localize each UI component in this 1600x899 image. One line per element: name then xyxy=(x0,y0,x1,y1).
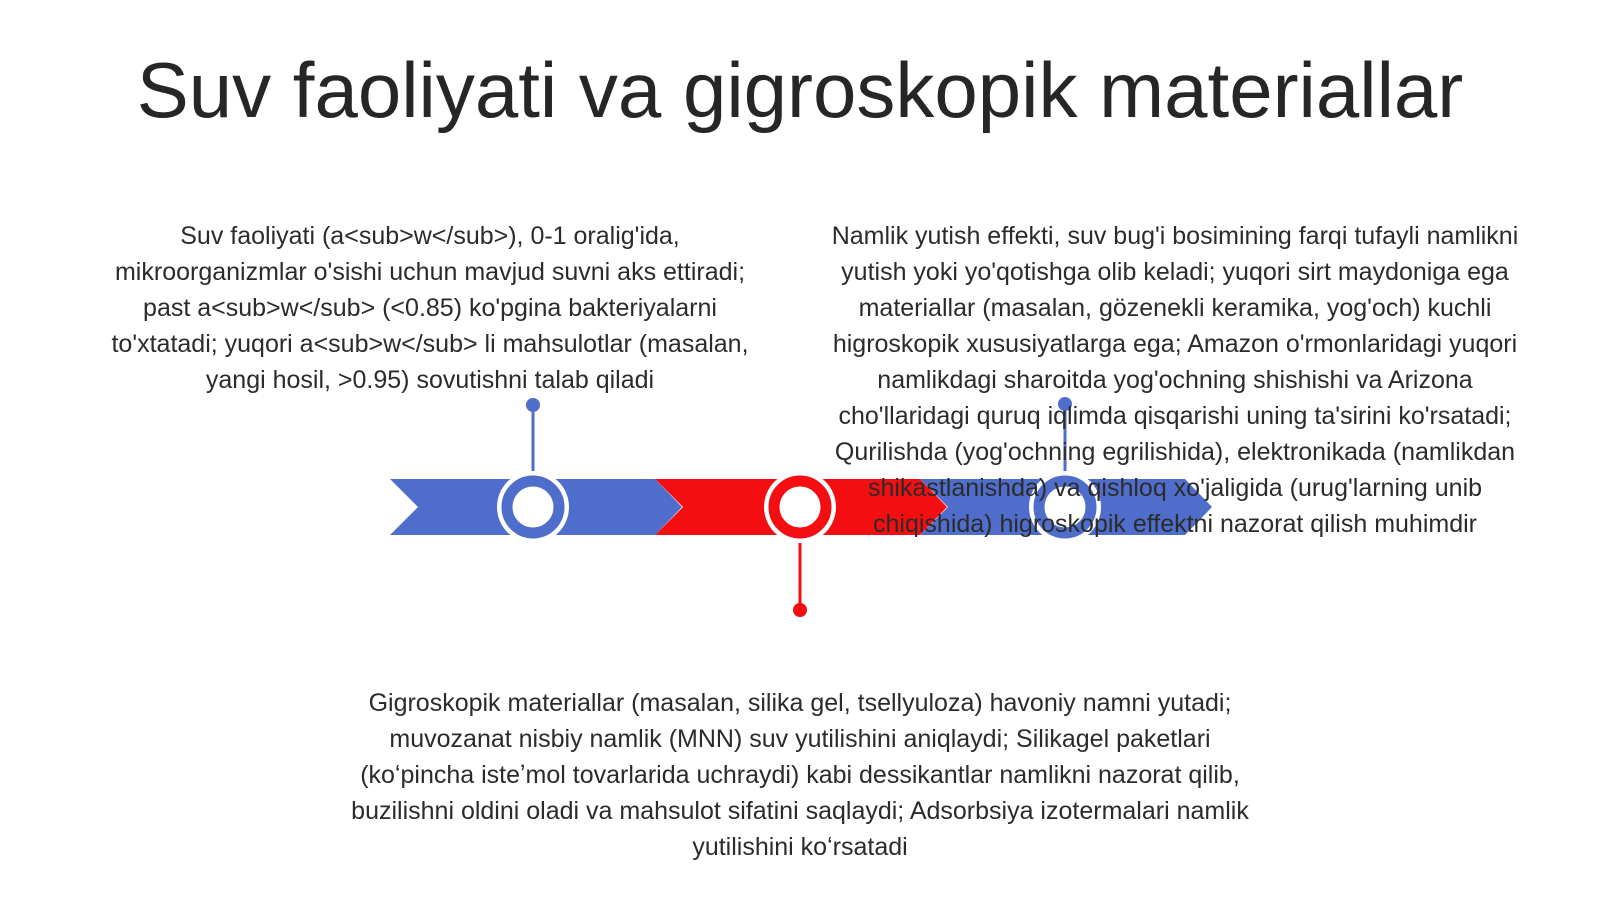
stage-2-description: Gigroskopik materiallar (masalan, silika gel, tsellyuloza) havoniy namni yutadi; muvozanat nisbiy namlik (MNN) suv yutilishini aniqlaydi; Silikagel paketlari (koʻpincha isteʼmol tovarlarida uchraydi) kabi dessikantlar namlikni nazorat qilib, buzilishni oldini oladi va mahsulot sifatini saqlaydi; Adsorbsiya izotermalari namlik yutilishini koʻrsatadi xyxy=(351,689,1249,861)
slide-title: Suv faoliyati va gigroskopik materiallar xyxy=(136,46,1464,134)
stage-1-description: Suv faoliyati (a<sub>w</sub>), 0-1 oralig'ida, mikroorganizmlar o'sishi uchun mavjud suvni aks ettiradi; past a<sub>w</sub> (<0.85) ko'pgina bakteriyalarni to'xtatadi; yuqori a<sub>w</sub> li mahsulotlar (masalan, yangi hosil, >0.95) sovutishni talab qiladi xyxy=(111,222,749,394)
stage-1-marker xyxy=(497,471,569,543)
stage-3-description: Namlik yutish effekti, suv bug'i bosimining farqi tufayli namlikni yutish yoki yo'qotishga olib keladi; yuqori sirt maydoniga ega materiallar (masalan, gözenekli keramika, yog'och) kuchli higroskopik xususiyatlarga ega; Amazon o'rmonlaridagi yuqori namlikdagi sharoitda yog'ochning shishishi va Arizona cho'llaridagi quruq iqlimda qisqarishi uning ta'sirini ko'rsatadi; Qurilishda (yog'ochning egrilishida), elektronikada (namlikdan shikastlanishda) va qishloq xo'jaligida (urug'larning unib chiqishida) higroskopik effektni nazorat qilish muhimdir xyxy=(831,222,1519,538)
stage-1-connector xyxy=(526,398,540,478)
stage-2-connector xyxy=(793,540,807,617)
